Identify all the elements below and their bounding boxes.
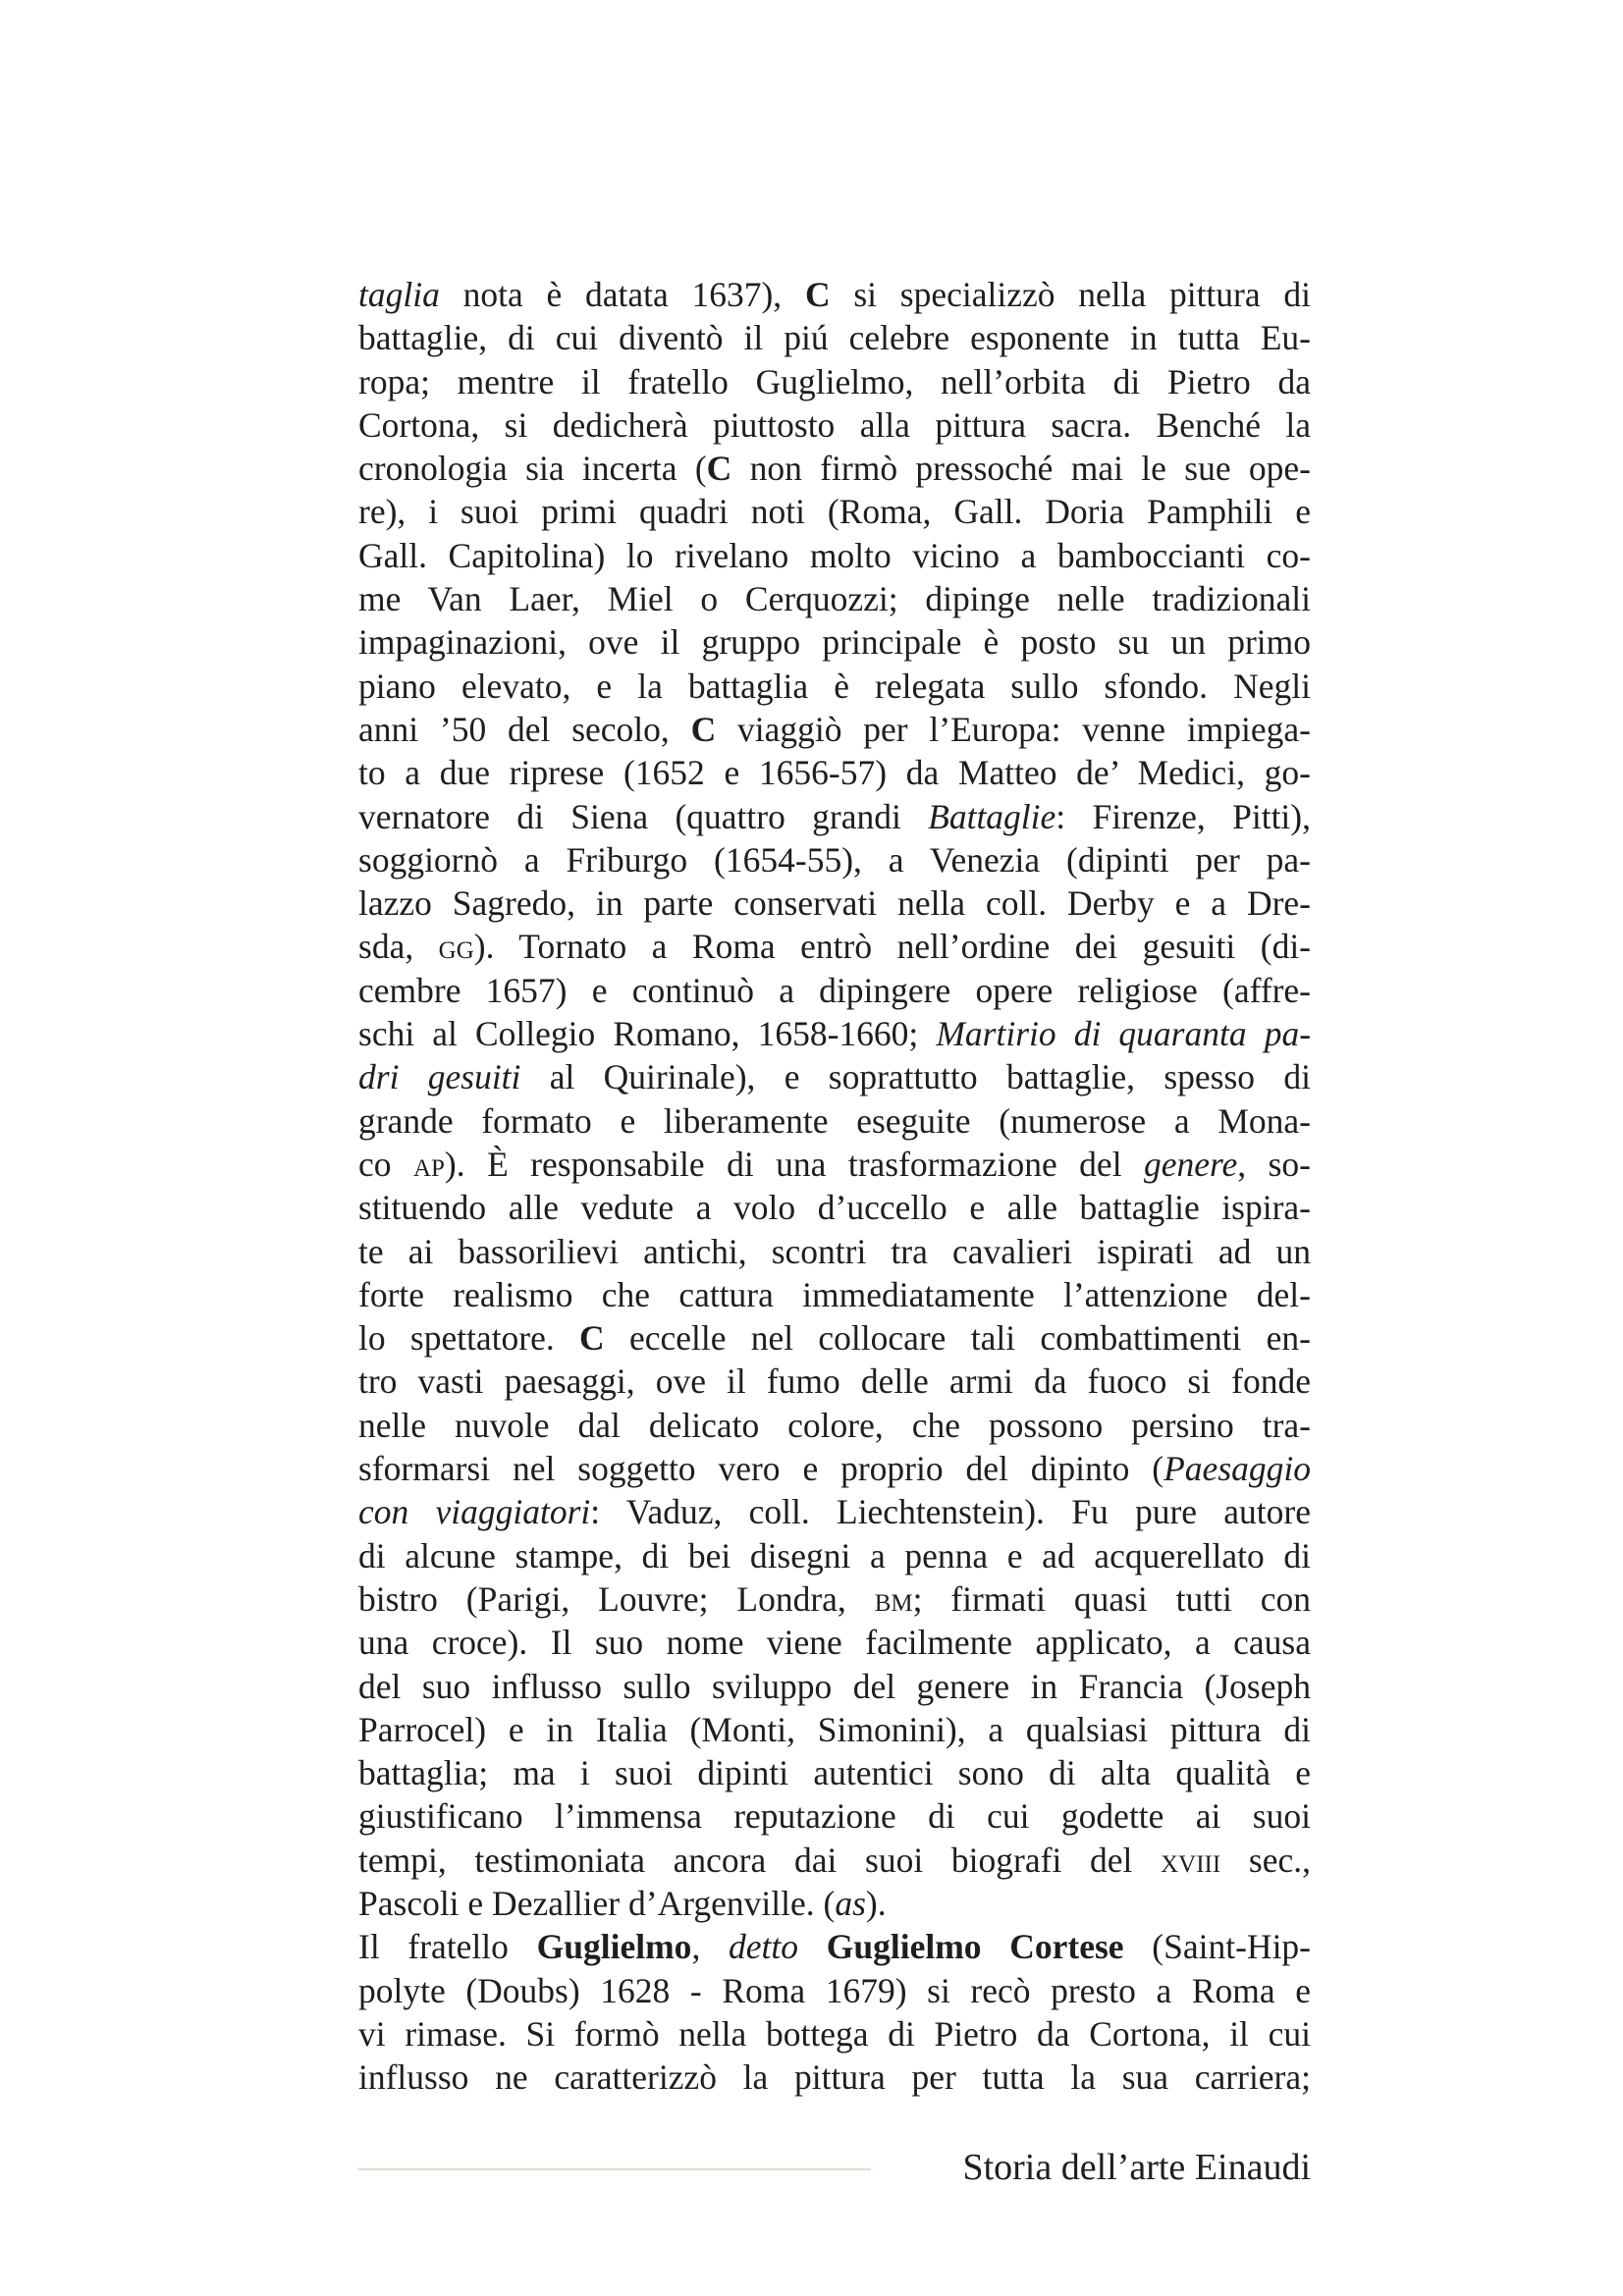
text-line xyxy=(358,925,1311,968)
text-run: al Quirinale), e soprattutto battaglie, spesso di xyxy=(520,1057,1311,1097)
text-run: sda, xyxy=(358,927,439,967)
smallcaps-run: xviii xyxy=(1161,1840,1221,1880)
text-line xyxy=(358,665,1311,708)
text-line xyxy=(358,2012,1311,2056)
text-run: , so- xyxy=(1237,1144,1311,1184)
text-run: battaglia; ma i suoi dipinti autentici sono di alta qualità e xyxy=(358,1753,1311,1793)
text-line xyxy=(358,1490,1311,1533)
text-run: : Vaduz, coll. Liechtenstein). Fu pure autore xyxy=(590,1492,1311,1532)
text-line xyxy=(358,1534,1311,1577)
smallcaps-run: ap xyxy=(412,1144,445,1184)
text-run: Gall. Capitolina) lo rivelano molto vicino a bamboccianti co- xyxy=(358,535,1311,575)
italic-run: as xyxy=(835,1883,866,1923)
text-run: lazzo Sagredo, in parte conservati nella coll. Derby e a Dre- xyxy=(358,883,1311,924)
text-line xyxy=(358,1751,1311,1794)
text-run: me Van Laer, Miel o Cerquozzi; dipinge nelle tradizionali xyxy=(358,579,1311,619)
text-line xyxy=(358,1360,1311,1403)
italic-run: genere xyxy=(1144,1144,1238,1184)
text-line xyxy=(358,1099,1311,1143)
text-line xyxy=(358,620,1311,664)
text-line xyxy=(358,490,1311,533)
text-run: : Firenze, Pitti), xyxy=(1055,796,1311,836)
text-line xyxy=(358,1055,1311,1098)
text-run: viaggiò per l’Europa: venne impiega- xyxy=(716,709,1311,749)
text-line xyxy=(358,795,1311,838)
text-run: forte realismo che cattura immediatamente l’attenzione del- xyxy=(358,1274,1311,1314)
text-line xyxy=(358,969,1311,1012)
text-run: Pascoli e Dezallier d’Argenville. ( xyxy=(358,1883,836,1923)
text-run: Parrocel) e in Italia (Monti, Simonini), a qualsiasi pittura di xyxy=(358,1709,1311,1749)
text-line xyxy=(358,1882,1311,1925)
text-line xyxy=(358,447,1311,490)
italic-run: detto xyxy=(729,1927,799,1967)
text-run: te ai bassorilievi antichi, scontri tra cavalieri ispirati ad un xyxy=(358,1231,1311,1271)
text-run: giustificano l’immensa reputazione di cui godette ai suoi xyxy=(358,1796,1311,1837)
text-line xyxy=(358,403,1311,447)
italic-run: Paesaggio xyxy=(1163,1449,1311,1489)
text-line xyxy=(358,751,1311,794)
text-line xyxy=(358,1273,1311,1316)
text-run: co xyxy=(358,1144,413,1184)
footer-title: Storia dell’arte Einaudi xyxy=(962,2147,1311,2188)
bold-run: Guglielmo xyxy=(536,1927,692,1967)
text-line xyxy=(358,1577,1311,1621)
text-line xyxy=(358,1925,1311,1968)
text-run: piano elevato, e la battaglia è relegata sullo sfondo. Negli xyxy=(358,666,1311,706)
text-run: lo spettatore. xyxy=(358,1318,580,1359)
italic-run: taglia xyxy=(358,275,440,314)
text-run: vi rimase. Si formò nella bottega di Pietro da Cortona, il cui xyxy=(358,2013,1311,2054)
text-run: stituendo alle vedute a volo d’uccello e alle battaglie ispira- xyxy=(358,1188,1311,1228)
text-run: schi al Collegio Romano, 1658-1660; xyxy=(358,1014,937,1054)
italic-run: con viaggiatori xyxy=(358,1492,591,1532)
body-text xyxy=(358,273,1311,2099)
text-run: sec., xyxy=(1220,1840,1311,1880)
text-line xyxy=(358,534,1311,577)
text-line xyxy=(358,1794,1311,1838)
text-run: tro vasti paesaggi, ove il fumo delle armi da fuoco si fonde xyxy=(358,1362,1311,1402)
text-run xyxy=(798,1927,827,1966)
text-line xyxy=(358,838,1311,881)
text-run: influsso ne caratterizzò la pittura per tutta la sua carriera; xyxy=(358,2057,1311,2098)
text-run: ). È responsabile di una trasformazione del xyxy=(444,1144,1144,1184)
text-run: ; firmati quasi tutti con xyxy=(912,1578,1312,1619)
text-run: soggiornò a Friburgo (1654-55), a Venezia (dipinti per pa- xyxy=(358,839,1311,880)
italic-run: Battaglie xyxy=(928,796,1056,836)
text-line xyxy=(358,1447,1311,1490)
bold-run: C xyxy=(804,275,831,314)
text-run: ). Tornato a Roma entrò nell’ordine dei gesuiti (di- xyxy=(473,927,1311,967)
text-run: cronologia sia incerta ( xyxy=(358,449,707,489)
text-run: nota è datata 1637), xyxy=(439,275,805,314)
text-run: una croce). Il suo nome viene facilmente applicato, a causa xyxy=(358,1623,1311,1663)
text-line xyxy=(358,1665,1311,1708)
text-run: (Saint-Hip- xyxy=(1123,1927,1312,1967)
text-line xyxy=(358,1186,1311,1229)
text-run: non firmò pressoché mai le sue ope- xyxy=(731,449,1311,489)
bold-run: C xyxy=(579,1318,605,1359)
text-run: di alcune stampe, di bei disegni a penna e ad acquerellato di xyxy=(358,1535,1311,1575)
italic-run: dri gesuiti xyxy=(358,1057,521,1097)
text-run: , xyxy=(691,1927,730,1967)
text-line xyxy=(358,2056,1311,2099)
text-line xyxy=(358,577,1311,620)
text-line xyxy=(358,1012,1311,1055)
text-run: re), i suoi primi quadri noti (Roma, Gall. Doria Pamphili e xyxy=(358,492,1311,532)
text-run: to a due riprese (1652 e 1656-57) da Matteo de’ Medici, go- xyxy=(358,753,1311,793)
smallcaps-run: bm xyxy=(874,1578,913,1619)
footer-rule xyxy=(358,2168,871,2170)
text-line xyxy=(358,1708,1311,1751)
text-line xyxy=(358,1969,1311,2012)
text-line xyxy=(358,1621,1311,1664)
text-run: eccelle nel collocare tali combattimenti en- xyxy=(604,1318,1311,1359)
text-line xyxy=(358,1404,1311,1447)
text-line xyxy=(358,273,1311,316)
text-run: battaglie, di cui diventò il piú celebre esponente in tutta Eu- xyxy=(358,318,1311,358)
bold-run: Guglielmo Cortese xyxy=(826,1927,1124,1967)
text-run: anni ’50 del secolo, xyxy=(358,709,691,749)
text-line xyxy=(358,1230,1311,1273)
text-line xyxy=(358,1143,1311,1186)
text-run: Cortona, si dedicherà piuttosto alla pittura sacra. Benché la xyxy=(358,404,1311,445)
text-run: Il fratello xyxy=(358,1927,537,1967)
text-line xyxy=(358,1316,1311,1360)
text-run: impaginazioni, ove il gruppo principale è posto su un primo xyxy=(358,622,1311,663)
text-run: vernatore di Siena (quattro grandi xyxy=(358,796,929,836)
text-run: sformarsi nel soggetto vero e proprio del dipinto ( xyxy=(358,1449,1164,1489)
italic-run: Martirio di quaranta pa- xyxy=(936,1014,1312,1054)
text-line xyxy=(358,708,1311,751)
text-run: ropa; mentre il fratello Guglielmo, nell’orbita di Pietro da xyxy=(358,361,1311,401)
bold-run: C xyxy=(706,449,732,489)
text-line xyxy=(358,316,1311,359)
text-line xyxy=(358,881,1311,925)
text-run: cembre 1657) e continuò a dipingere opere religiose (affre- xyxy=(358,970,1311,1010)
text-run: tempi, testimoniata ancora dai suoi biografi del xyxy=(358,1840,1162,1880)
text-line xyxy=(358,1839,1311,1882)
text-run: ). xyxy=(865,1883,887,1923)
text-run: grande formato e liberamente eseguite (numerose a Mona- xyxy=(358,1100,1311,1141)
text-run: si specializzò nella pittura di xyxy=(830,275,1311,314)
bold-run: C xyxy=(690,709,717,749)
smallcaps-run: gg xyxy=(438,927,474,967)
text-line xyxy=(358,360,1311,403)
text-run: bistro (Parigi, Louvre; Londra, xyxy=(358,1578,875,1619)
text-run: nelle nuvole dal delicato colore, che possono persino tra- xyxy=(358,1405,1311,1445)
text-run: del suo influsso sullo sviluppo del genere in Francia (Joseph xyxy=(358,1666,1311,1706)
text-run: polyte (Doubs) 1628 - Roma 1679) si recò presto a Roma e xyxy=(358,1970,1311,2010)
